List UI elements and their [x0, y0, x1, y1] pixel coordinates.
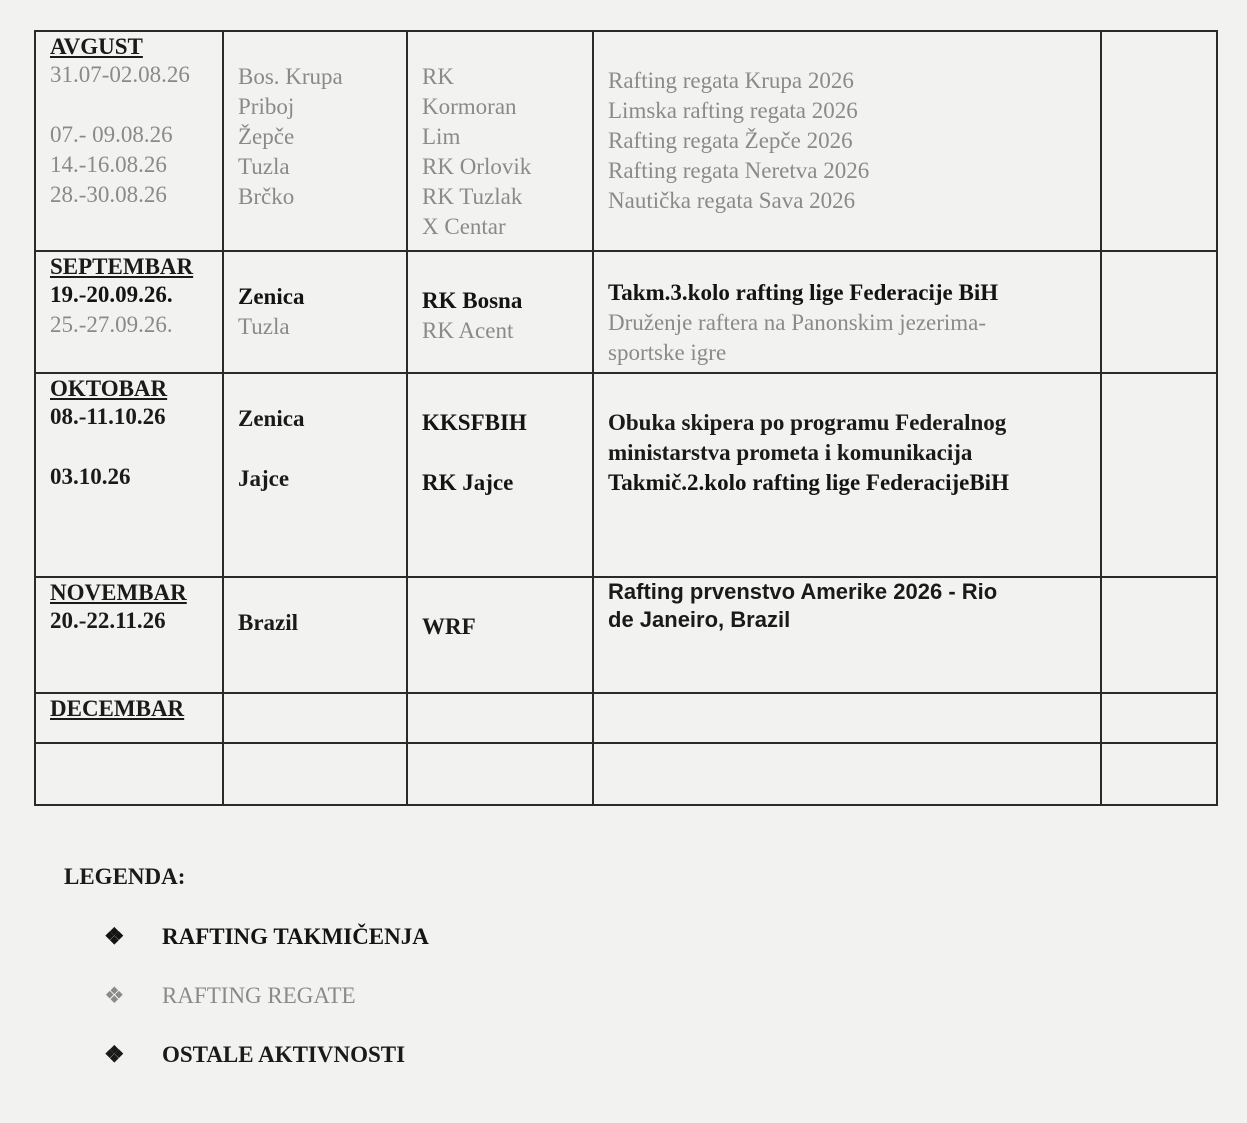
legend-item-other: [104, 1042, 405, 1068]
organizer-cell: [407, 31, 593, 251]
organizer-text: WRF: [422, 614, 476, 639]
month-label: SEPTEMBAR: [50, 254, 194, 279]
notes-cell: [1101, 31, 1217, 251]
date-cell: [35, 577, 223, 693]
date-cell: [35, 373, 223, 577]
date-cell: [35, 31, 223, 251]
event-text: ministarstva prometa i komunikacija: [608, 440, 973, 465]
notes-cell: [1101, 743, 1217, 805]
place-cell: [223, 251, 407, 373]
date-text: 20.-22.11.26: [50, 608, 166, 633]
organizer-text: KKSFBIH: [422, 410, 527, 435]
table-row: [35, 577, 1217, 693]
calendar-table: [34, 30, 1218, 806]
diamond-bullet-icon: ❖: [104, 983, 125, 1008]
place-text: Tuzla: [238, 314, 290, 339]
event-cell: [593, 743, 1101, 805]
event-text: Takmič.2.kolo rafting lige FederacijeBiH: [608, 470, 1009, 495]
month-label: DECEMBAR: [50, 696, 185, 721]
place-text: Zenica: [238, 406, 305, 431]
date-text: [50, 90, 214, 120]
event-text: Limska rafting regata 2026: [608, 98, 858, 123]
event-cell: [593, 251, 1101, 373]
place-cell: [223, 373, 407, 577]
organizer-text: X Centar: [422, 214, 506, 239]
place-cell: [223, 693, 407, 743]
legend: [64, 864, 429, 1067]
organizer-text: Kormoran: [422, 94, 517, 119]
event-text: Obuka skipera po programu Federalnog: [608, 410, 1007, 435]
date-text: 03.10.26: [50, 464, 131, 489]
event-text: Rafting prvenstvo Amerike 2026 - Rio: [608, 579, 998, 604]
place-text: Priboj: [238, 94, 295, 119]
place-text: Brazil: [238, 610, 299, 635]
event-cell: [593, 31, 1101, 251]
organizer-text: Lim: [422, 124, 461, 149]
organizer-text: RK: [422, 64, 454, 89]
place-text: Jajce: [238, 466, 290, 491]
event-cell: [593, 373, 1101, 577]
month-label: OKTOBAR: [50, 376, 168, 401]
event-text: Nautička regata Sava 2026: [608, 188, 856, 213]
notes-cell: [1101, 251, 1217, 373]
date-cell: [35, 693, 223, 743]
organizer-cell: [407, 373, 593, 577]
legend-label: RAFTING TAKMIČENJA: [162, 924, 429, 949]
date-text: 31.07-02.08.26: [50, 62, 190, 87]
organizer-cell: [407, 693, 593, 743]
place-text: Tuzla: [238, 154, 290, 179]
place-text: Bos. Krupa: [238, 64, 343, 89]
place-cell: [223, 31, 407, 251]
table-row: [35, 31, 1217, 251]
organizer-text: RK Orlovik: [422, 154, 532, 179]
event-text: de Janeiro, Brazil: [608, 607, 791, 632]
organizer-text: RK Bosna: [422, 288, 523, 313]
table-row: [35, 743, 1217, 805]
organizer-cell: [407, 743, 593, 805]
legend-item-regattas: [104, 983, 356, 1009]
month-label: NOVEMBAR: [50, 580, 187, 605]
legend-label: RAFTING REGATE: [162, 983, 356, 1008]
diamond-bullet-icon: ❖: [104, 1042, 125, 1067]
event-text: sportske igre: [608, 340, 727, 365]
date-cell: [35, 743, 223, 805]
month-label: AVGUST: [50, 34, 143, 59]
date-cell: [35, 251, 223, 373]
place-text: Brčko: [238, 184, 295, 209]
organizer-cell: [407, 577, 593, 693]
legend-item-competitions: [104, 924, 429, 950]
date-text: 25.-27.09.26.: [50, 312, 173, 337]
date-text: 08.-11.10.26: [50, 404, 166, 429]
event-text: Rafting regata Žepče 2026: [608, 128, 853, 153]
place-cell: [223, 743, 407, 805]
organizer-text: RK Acent: [422, 318, 514, 343]
legend-label: OSTALE AKTIVNOSTI: [162, 1042, 406, 1067]
table-row: [35, 373, 1217, 577]
place-cell: [223, 577, 407, 693]
event-text: Druženje raftera na Panonskim jezerima-: [608, 310, 987, 335]
organizer-cell: [407, 251, 593, 373]
place-text: Žepče: [238, 124, 295, 149]
event-cell: [593, 577, 1101, 693]
event-cell: [593, 693, 1101, 743]
date-text: 14.-16.08.26: [50, 152, 167, 177]
notes-cell: [1101, 577, 1217, 693]
table-row: [35, 251, 1217, 373]
event-text: Rafting regata Neretva 2026: [608, 158, 870, 183]
diamond-bullet-icon: ❖: [104, 924, 125, 949]
event-text: Takm.3.kolo rafting lige Federacije BiH: [608, 280, 999, 305]
event-text: Rafting regata Krupa 2026: [608, 68, 854, 93]
date-text: 07.- 09.08.26: [50, 122, 173, 147]
date-text: 28.-30.08.26: [50, 182, 167, 207]
organizer-text: RK Jajce: [422, 470, 514, 495]
legend-title: LEGENDA:: [64, 864, 186, 889]
table-row: [35, 693, 1217, 743]
notes-cell: [1101, 693, 1217, 743]
notes-cell: [1101, 373, 1217, 577]
organizer-text: RK Tuzlak: [422, 184, 523, 209]
place-text: Zenica: [238, 284, 305, 309]
date-text: 19.-20.09.26.: [50, 282, 173, 307]
